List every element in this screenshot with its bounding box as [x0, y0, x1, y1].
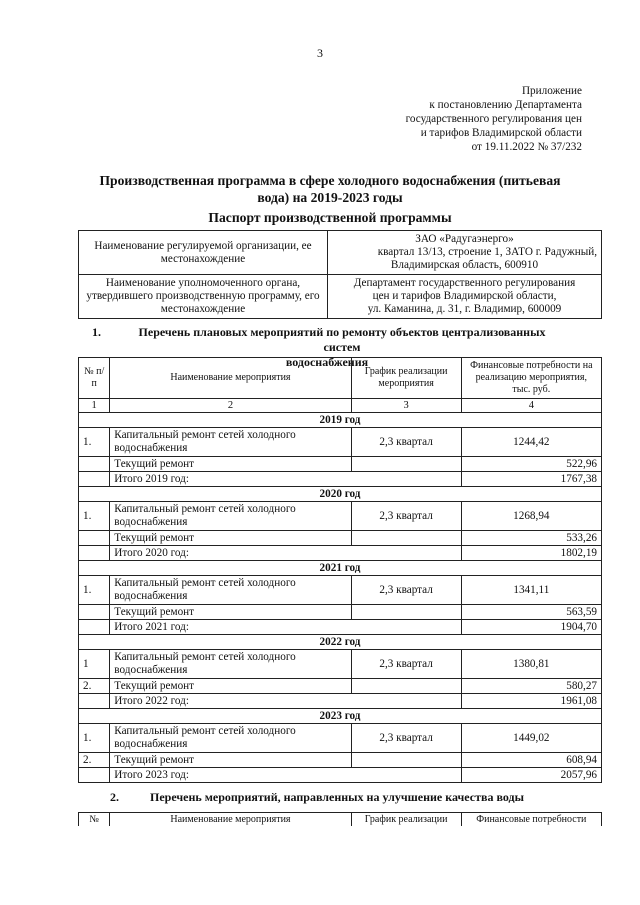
column-number: 3	[351, 399, 461, 413]
section-1-number: 1.	[92, 325, 101, 339]
section-1-heading-line: Перечень плановых мероприятий по ремонту объектов централизованных систем	[138, 325, 546, 354]
row-schedule	[351, 679, 461, 694]
year-row	[79, 635, 602, 650]
row-name: Капитальный ремонт сетей холодного водоснабжения	[110, 502, 351, 531]
row-num	[79, 694, 110, 709]
row-num: 2.	[79, 753, 110, 768]
header-num: №	[79, 813, 110, 827]
appendix-line: к постановлению Департамента	[429, 99, 582, 111]
section-2-number: 2.	[110, 790, 119, 804]
appendix-line: Приложение	[521, 85, 582, 97]
row-num	[79, 605, 110, 620]
row-name: Капитальный ремонт сетей холодного водоснабжения	[110, 650, 351, 679]
appendix-line: государственного регулирования цен	[405, 113, 582, 125]
row-name: Капитальный ремонт сетей холодного водоснабжения	[110, 724, 351, 753]
column-number-row	[79, 399, 602, 413]
document-title	[70, 172, 590, 206]
row-num	[79, 546, 110, 561]
column-number: 1	[79, 399, 110, 413]
row-finance: 1268,94	[461, 502, 601, 531]
total-finance: 1904,70	[461, 620, 601, 635]
row-finance: 1341,11	[461, 576, 601, 605]
row-schedule: 2,3 квартал	[351, 428, 461, 457]
table-row	[79, 753, 602, 768]
row-finance: 563,59	[461, 605, 601, 620]
section-1-heading-line: водоснабжения	[285, 355, 369, 369]
passport-value-line: Владимирская область, 600910	[390, 259, 539, 271]
row-name: Капитальный ремонт сетей холодного водоснабжения	[110, 428, 351, 457]
table-row	[79, 502, 602, 531]
year-label: 2021 год	[79, 561, 602, 576]
total-finance: 1802,19	[461, 546, 601, 561]
year-row	[79, 709, 602, 724]
header-schedule: График реализации мероприятия	[351, 358, 461, 399]
appendix-line: и тарифов Владимирской области	[420, 127, 582, 139]
column-number: 4	[461, 399, 601, 413]
row-name: Текущий ремонт	[110, 679, 351, 694]
total-label: Итого 2020 год:	[110, 546, 461, 561]
year-row	[79, 487, 602, 502]
passport-value-line: ЗАО «Радугаэнерго»	[415, 233, 514, 245]
table-row	[79, 724, 602, 753]
year-label: 2019 год	[79, 413, 602, 428]
section-2-heading	[110, 790, 560, 805]
column-number: 2	[110, 399, 351, 413]
passport-title: Паспорт производственной программы	[208, 210, 452, 225]
repair-events-table	[78, 357, 602, 783]
row-num: 1.	[79, 502, 110, 531]
table-row	[79, 679, 602, 694]
table-header-row	[79, 813, 602, 827]
total-finance: 1767,38	[461, 472, 601, 487]
year-row	[79, 413, 602, 428]
row-schedule: 2,3 квартал	[351, 502, 461, 531]
row-finance: 1449,02	[461, 724, 601, 753]
appendix-line: от 19.11.2022 № 37/232	[471, 141, 582, 153]
table-row	[79, 457, 602, 472]
table-row	[79, 576, 602, 605]
table-row	[79, 531, 602, 546]
row-schedule: 2,3 квартал	[351, 724, 461, 753]
header-finance: Финансовые потребности на реализацию мероприятия, тыс. руб.	[461, 358, 601, 399]
table-header-row	[79, 358, 602, 399]
total-row	[79, 768, 602, 783]
row-num	[79, 768, 110, 783]
row-finance: 608,94	[461, 753, 601, 768]
row-num: 2.	[79, 679, 110, 694]
total-row	[79, 694, 602, 709]
row-finance: 1380,81	[461, 650, 601, 679]
row-name: Текущий ремонт	[110, 753, 351, 768]
row-finance: 1244,42	[461, 428, 601, 457]
total-label: Итого 2023 год:	[110, 768, 461, 783]
total-label: Итого 2022 год:	[110, 694, 461, 709]
total-label: Итого 2019 год:	[110, 472, 461, 487]
row-num: 1.	[79, 724, 110, 753]
total-finance: 1961,08	[461, 694, 601, 709]
row-name: Текущий ремонт	[110, 605, 351, 620]
row-num	[79, 457, 110, 472]
row-name: Капитальный ремонт сетей холодного водоснабжения	[110, 576, 351, 605]
passport-value-line: квартал 13/13, строение 1, ЗАТО г. Радужный,	[377, 246, 597, 258]
passport-value-line: Департамент государственного регулирования	[353, 277, 576, 289]
passport-label: Наименование уполномоченного органа, утвердившего производственную программу, его местонахождение	[79, 275, 328, 319]
total-row	[79, 472, 602, 487]
row-num: 1.	[79, 428, 110, 457]
total-row	[79, 546, 602, 561]
row-num	[79, 620, 110, 635]
quality-events-table	[78, 812, 602, 826]
table-row	[79, 650, 602, 679]
table-row	[79, 605, 602, 620]
passport-value-line: ул. Каманина, д. 31, г. Владимир, 600009	[367, 303, 562, 315]
row-schedule	[351, 753, 461, 768]
row-name: Текущий ремонт	[110, 531, 351, 546]
row-schedule	[351, 531, 461, 546]
year-row	[79, 561, 602, 576]
row-num	[79, 531, 110, 546]
year-label: 2022 год	[79, 635, 602, 650]
passport-row	[79, 231, 602, 275]
appendix-block	[342, 84, 582, 154]
year-label: 2023 год	[79, 709, 602, 724]
row-finance: 580,27	[461, 679, 601, 694]
section-2-heading-text: Перечень мероприятий, направленных на улучшение качества воды	[150, 790, 524, 804]
row-name: Текущий ремонт	[110, 457, 351, 472]
table-row	[79, 428, 602, 457]
row-schedule: 2,3 квартал	[351, 650, 461, 679]
passport-value-line: цен и тарифов Владимирской области,	[372, 290, 557, 302]
total-row	[79, 620, 602, 635]
row-schedule	[351, 605, 461, 620]
total-finance: 2057,96	[461, 768, 601, 783]
header-name: Наименование мероприятия	[110, 813, 351, 827]
page-number: 3	[317, 46, 323, 60]
row-schedule	[351, 457, 461, 472]
passport-row	[79, 275, 602, 319]
passport-value	[328, 275, 602, 319]
total-label: Итого 2021 год:	[110, 620, 461, 635]
document-title-line: Производственная программа в сфере холодного водоснабжения (питьевая	[99, 173, 561, 188]
row-finance: 522,96	[461, 457, 601, 472]
passport-label: Наименование регулируемой организации, ее местонахождение	[79, 231, 328, 275]
passport-value	[328, 231, 602, 275]
year-label: 2020 год	[79, 487, 602, 502]
header-finance: Финансовые потребности	[461, 813, 601, 827]
row-num	[79, 472, 110, 487]
header-name: Наименование мероприятия	[110, 358, 351, 399]
row-num: 1.	[79, 576, 110, 605]
passport-table	[78, 230, 602, 319]
row-num: 1	[79, 650, 110, 679]
header-schedule: График реализации	[351, 813, 461, 827]
header-num: № п/п	[79, 358, 110, 399]
document-title-line: вода) на 2019-2023 годы	[257, 190, 403, 205]
row-finance: 533,26	[461, 531, 601, 546]
row-schedule: 2,3 квартал	[351, 576, 461, 605]
